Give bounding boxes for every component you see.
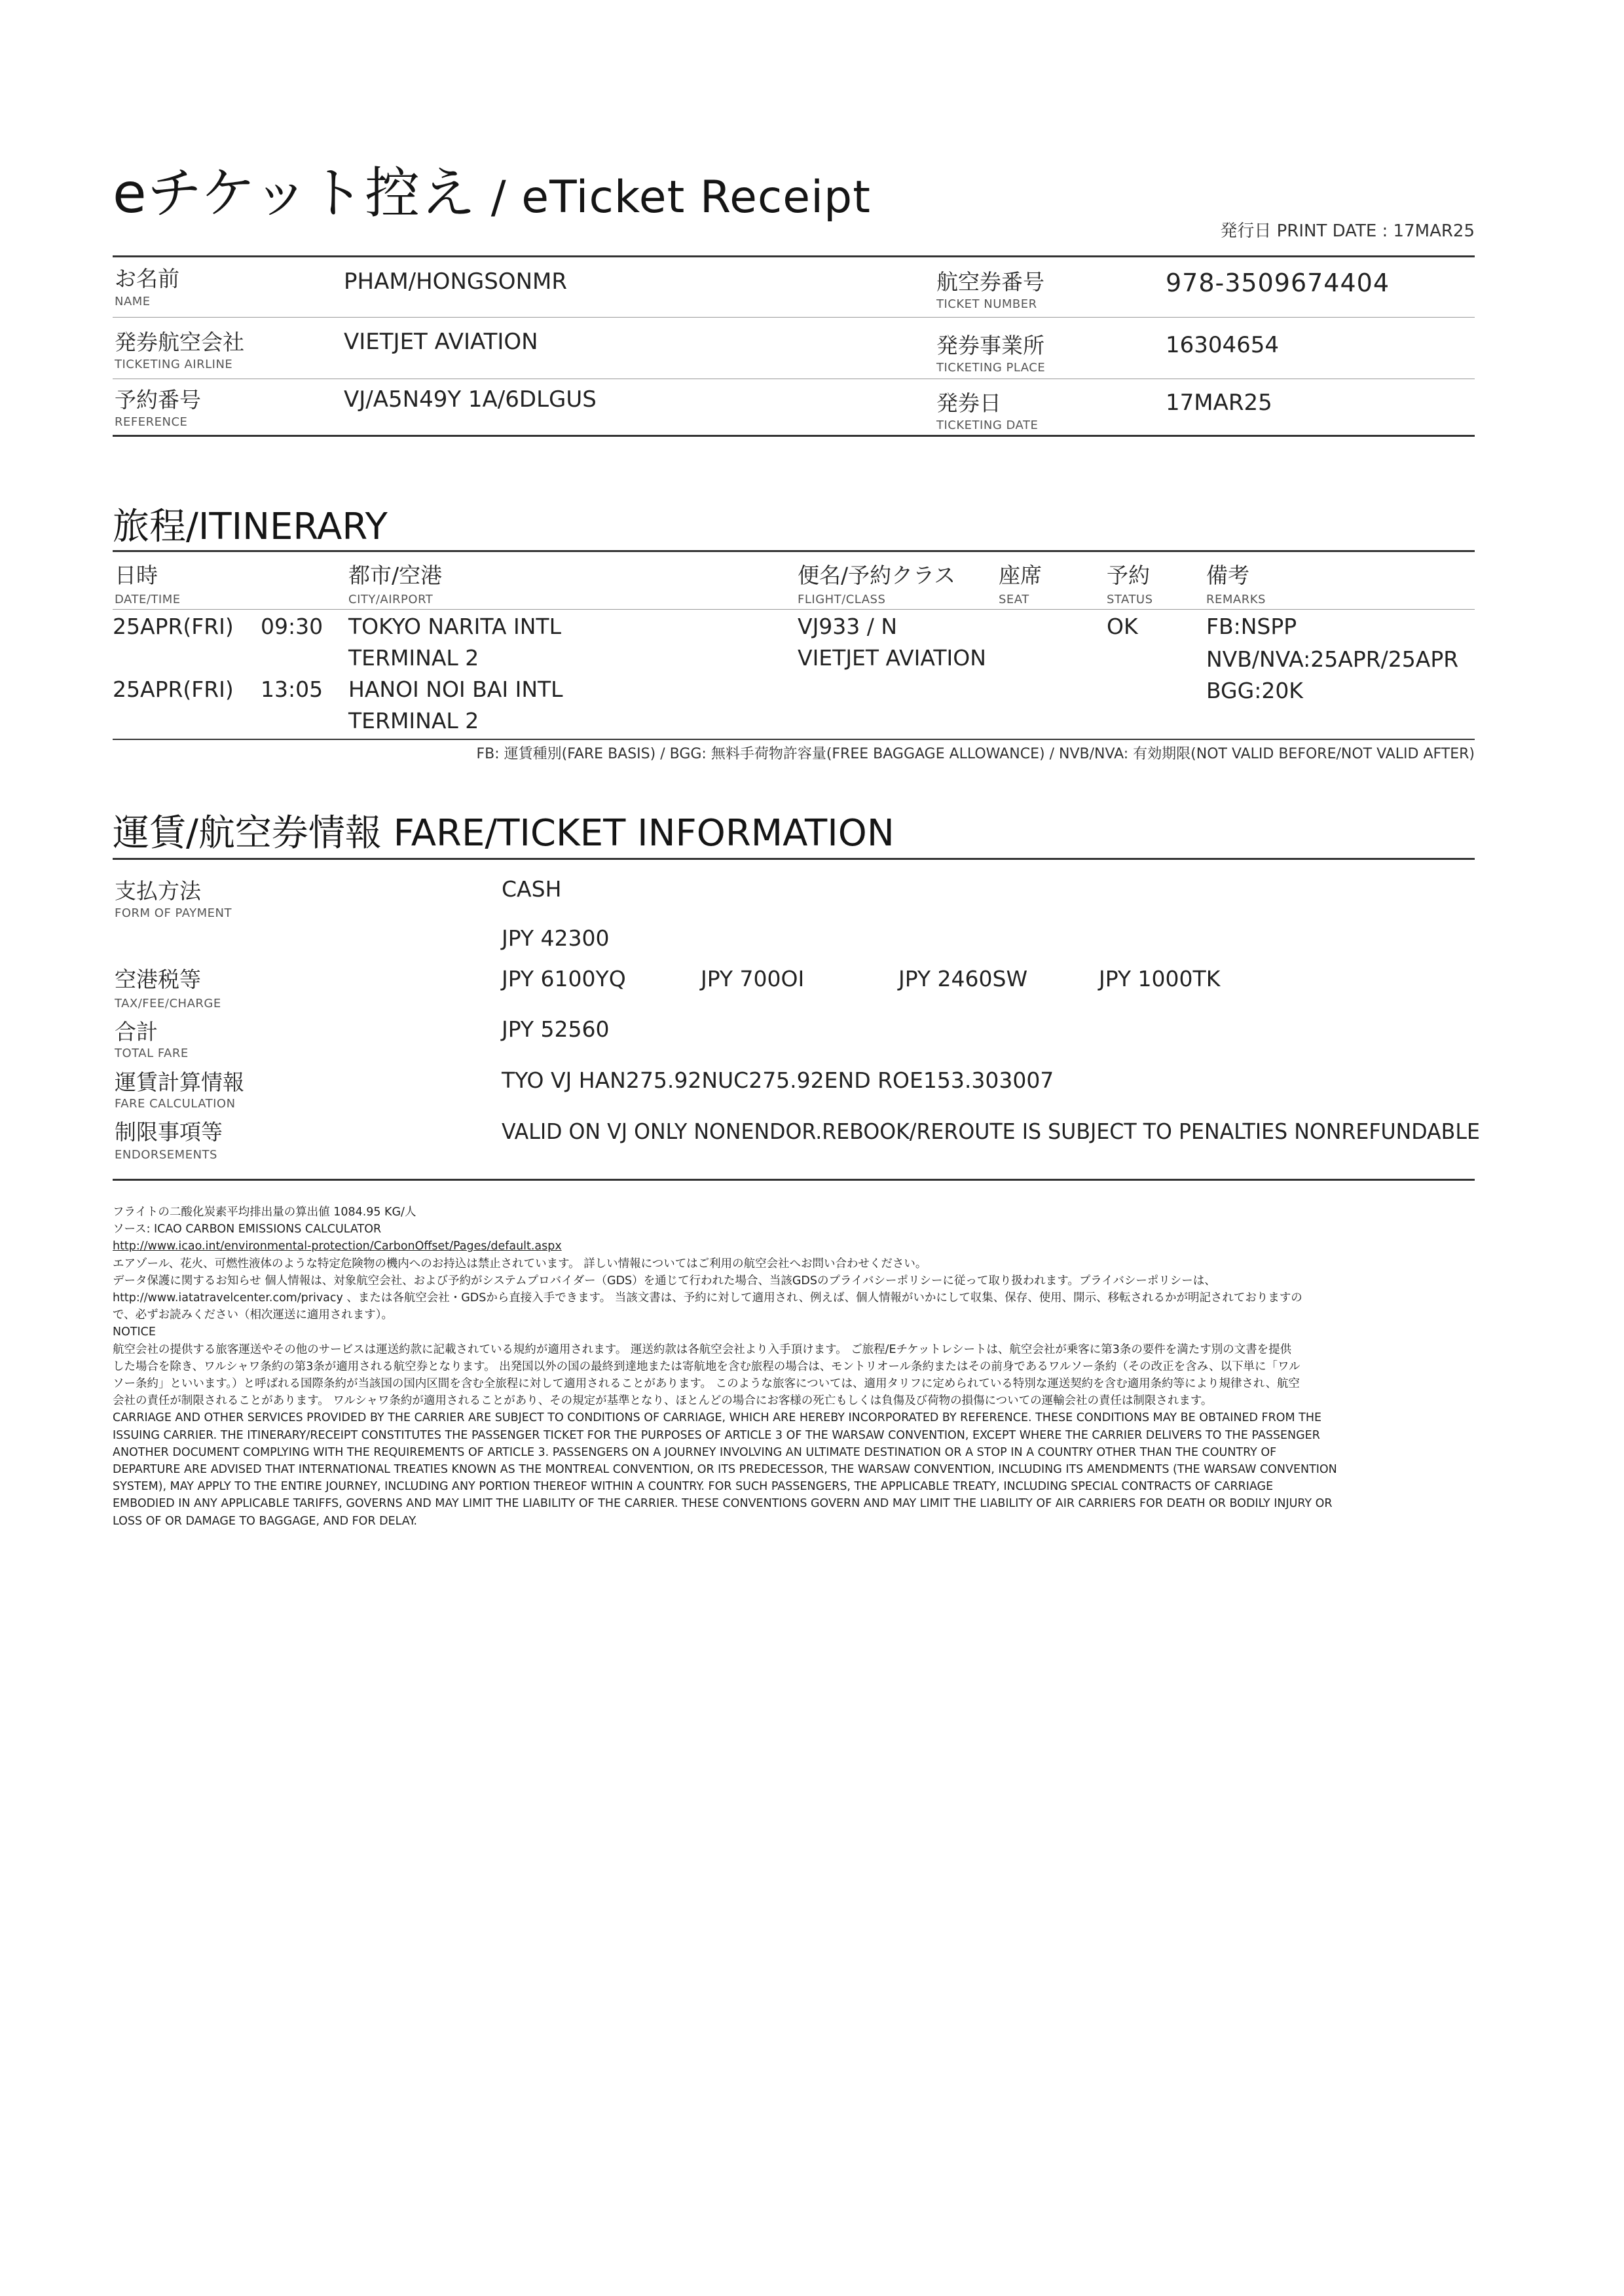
note-line: DEPARTURE ARE ADVISED THAT INTERNATIONAL TREATIES KNOWN AS THE MONTREAL CONVENTION, OR ITS PREDECESSOR, THE WARSAW CONVENTION, INCLUDING ITS AMENDMENTS (THE WARSAW CONVENTION xyxy=(113,1463,1337,1477)
col-flight-en: FLIGHT/CLASS xyxy=(798,593,886,606)
fare-calc-label-jp: 運賃計算情報 xyxy=(115,1069,244,1095)
tax-label-en: TAX/FEE/CHARGE xyxy=(115,997,221,1010)
operating-carrier: VIETJET AVIATION xyxy=(798,645,986,671)
col-date-jp: 日時 xyxy=(115,563,158,588)
tax-yq: JPY 6100YQ xyxy=(502,966,626,991)
col-status-en: STATUS xyxy=(1107,593,1153,606)
ticketing-date-label-en: TICKETING DATE xyxy=(936,418,1039,432)
booking-reference: VJ/A5N49Y 1A/6DLGUS xyxy=(344,386,597,413)
payment-label-en: FORM OF PAYMENT xyxy=(115,906,232,920)
carbon-offset-link[interactable]: http://www.icao.int/environmental-protection/CarbonOffset/Pages/default.aspx xyxy=(113,1240,562,1253)
payment-method: CASH xyxy=(502,876,562,902)
endorsements-label-jp: 制限事項等 xyxy=(115,1119,223,1145)
title-separator: / xyxy=(476,172,522,223)
col-flight-jp: 便名/予約クラス xyxy=(798,563,956,588)
title-jp: eチケット控え xyxy=(113,161,477,225)
flight-class: VJ933 / N xyxy=(798,614,898,639)
col-remarks-jp: 備考 xyxy=(1206,563,1249,588)
header-top-rule xyxy=(113,255,1475,257)
tax-label-jp: 空港税等 xyxy=(115,967,201,992)
remark-fare-basis: FB:NSPP xyxy=(1206,614,1297,639)
notice-heading: NOTICE xyxy=(113,1325,156,1339)
col-remarks-en: REMARKS xyxy=(1206,593,1266,606)
reference-label-en: REFERENCE xyxy=(115,415,188,429)
arrival-date: 25APR(FRI) xyxy=(113,676,234,702)
ticketing-place-label-jp: 発券事業所 xyxy=(936,333,1044,358)
remark-validity: NVB/NVA:25APR/25APR xyxy=(1206,646,1459,672)
fare-bottom-rule xyxy=(113,1179,1475,1181)
legal-notice xyxy=(113,1204,1481,1530)
note-line: SYSTEM), MAY APPLY TO THE ENTIRE JOURNEY, INCLUDING ANY PORTION THEREOF WITHIN A COUNTRY. FOR SUCH PASSENGERS, THE APPLICABLE TREATY, INCLUDING SPECIAL CONTRACTS OF CARRIAGE xyxy=(113,1480,1274,1494)
note-line: EMBODIED IN ANY APPLICABLE TARIFFS, GOVERNS AND MAY LIMIT THE LIABILITY OF THE CARRIER. THESE CONVENTIONS GOVERN AND MAY LIMIT THE LIABILITY OF AIR CARRIERS FOR DEATH OR BODILY INJURY OR xyxy=(113,1497,1333,1511)
fare-calculation: TYO VJ HAN275.92NUC275.92END ROE153.303007 xyxy=(502,1067,1054,1093)
departure-time: 09:30 xyxy=(261,614,323,639)
ticketing-airline: VIETJET AVIATION xyxy=(344,329,538,355)
col-date-en: DATE/TIME xyxy=(115,593,181,606)
ticket-number-label-en: TICKET NUMBER xyxy=(936,297,1037,311)
col-status-jp: 予約 xyxy=(1107,563,1150,588)
note-line: データ保護に関するお知らせ 個人情報は、対象航空会社、および予約がシステムプロバイダー（GDS）を通じて行われた場合、当該GDSのプライバシーポリシーに従って取り扱われます。プライバシーポリシーは、 xyxy=(113,1274,1216,1287)
fare-calc-label-en: FARE CALCULATION xyxy=(115,1097,236,1111)
note-line: ソース: ICAO CARBON EMISSIONS CALCULATOR xyxy=(113,1223,382,1236)
departure-date: 25APR(FRI) xyxy=(113,614,234,639)
fare-top-rule xyxy=(113,858,1475,860)
itinerary-header-divider xyxy=(113,609,1475,610)
itinerary-bottom-rule xyxy=(113,739,1475,740)
note-line: CARRIAGE AND OTHER SERVICES PROVIDED BY THE CARRIER ARE SUBJECT TO CONDITIONS OF CARRIAGE, WHICH ARE HEREBY INCORPORATED BY REFERENCE. THESE CONDITIONS MAY BE OBTAINED FROM THE xyxy=(113,1411,1322,1425)
base-fare: JPY 42300 xyxy=(502,925,610,951)
ticket-number-label-jp: 航空券番号 xyxy=(936,269,1044,295)
booking-status: OK xyxy=(1107,614,1138,639)
print-date: 発行日 PRINT DATE : 17MAR25 xyxy=(1220,221,1475,241)
name-label-en: NAME xyxy=(115,295,151,308)
total-label-jp: 合計 xyxy=(115,1019,158,1045)
note-line: LOSS OF OR DAMAGE TO BAGGAGE, AND FOR DELAY. xyxy=(113,1514,418,1528)
tax-oi: JPY 700OI xyxy=(701,966,805,991)
tax-sw: JPY 2460SW xyxy=(898,966,1028,991)
arrival-terminal: TERMINAL 2 xyxy=(348,708,479,733)
ticketing-date-label-jp: 発券日 xyxy=(936,390,1001,416)
reference-label-jp: 予約番号 xyxy=(115,387,201,413)
tax-tk: JPY 1000TK xyxy=(1099,966,1221,991)
note-line: ANOTHER DOCUMENT COMPLYING WITH THE REQUIREMENTS OF ARTICLE 3. PASSENGERS ON A JOURNEY INVOLVING AN ULTIMATE DESTINATION OR A STOP IN A COUNTRY OTHER THAN THE COUNTRY OF xyxy=(113,1445,1277,1459)
col-city-en: CITY/AIRPORT xyxy=(348,593,434,606)
note-line: ソー条約」といいます。）と呼ばれる国際条約が当該国の国内区間を含む全旅程に対して適用されることがあります。 このような旅客については、適用タリフに定められている特別な運送契約を含む適用条約等により規律され、航空 xyxy=(113,1377,1300,1391)
payment-label-jp: 支払方法 xyxy=(115,878,201,904)
col-seat-en: SEAT xyxy=(999,593,1029,606)
departure-terminal: TERMINAL 2 xyxy=(348,645,479,671)
note-line: で、必ずお読みください（相次運送に適用されます）。 xyxy=(113,1308,393,1322)
arrival-time: 13:05 xyxy=(261,676,323,702)
note-line: フライトの二酸化炭素平均排出量の算出値 1084.95 KG/人 xyxy=(113,1206,416,1219)
note-line: http://www.iatatravelcenter.com/privacy 、または各航空会社・GDSから直接入手できます。 当該文書は、予約に対して適用され、例えば、個人情報がいかにして収集、保存、使用、開示、移転されるかが明記されておりますの xyxy=(113,1291,1302,1305)
arrival-airport: HANOI NOI BAI INTL xyxy=(348,676,563,702)
remark-baggage: BGG:20K xyxy=(1206,678,1303,703)
col-seat-jp: 座席 xyxy=(999,563,1042,588)
note-line: エアゾール、花火、可燃性液体のような特定危険物の機内へのお持込は禁止されています。 詳しい情報についてはご利用の航空会社へお問い合わせください。 xyxy=(113,1257,927,1270)
name-label-jp: お名前 xyxy=(115,266,179,291)
note-line: ISSUING CARRIER. THE ITINERARY/RECEIPT CONSTITUTES THE PASSENGER TICKET FOR THE PURPOSES OF ARTICLE 3 OF THE WARSAW CONVENTION, EXCEPT WHERE THE CARRIER DELIVERS TO THE PASSENGER xyxy=(113,1428,1320,1442)
passenger-name: PHAM/HONGSONMR xyxy=(344,268,567,295)
ticketing-place-label-en: TICKETING PLACE xyxy=(936,361,1046,375)
itinerary-heading: 旅程/ITINERARY xyxy=(113,506,388,548)
note-line: 航空会社の提供する旅客運送やその他のサービスは運送約款に記載されている規約が適用されます。 運送約款は各航空会社より入手頂けます。 ご旅程/Eチケットレシートは、航空会社が乗客に第3条の要件を満たす別の文書を提供 xyxy=(113,1342,1292,1356)
itinerary-legend: FB: 運賃種別(FARE BASIS) / BGG: 無料手荷物許容量(FREE BAGGAGE ALLOWANCE) / NVB/NVA: 有効期限(NOT VALID BEFORE/NOT VALID AFTER) xyxy=(476,746,1475,762)
ticketing-airline-label-en: TICKETING AIRLINE xyxy=(115,358,233,371)
note-line: 会社の責任が制限されることがあります。 ワルシャワ条約が適用されることがあり、その規定が基準となり、ほとんどの場合にお客様の死亡もしくは負傷及び荷物の損傷についての運輸会社の責任は制限されます。 xyxy=(113,1394,1213,1408)
ticket-number: 978-3509674404 xyxy=(1166,268,1390,297)
departure-airport: TOKYO NARITA INTL xyxy=(348,614,561,639)
total-label-en: TOTAL FARE xyxy=(115,1046,189,1060)
header-bottom-rule xyxy=(113,435,1475,437)
total-fare: JPY 52560 xyxy=(502,1016,610,1042)
endorsements-label-en: ENDORSEMENTS xyxy=(115,1148,217,1162)
note-line: した場合を除き、ワルシャワ条約の第3条が適用される航空券となります。 出発国以外の国の最終到達地または寄航地を含む旅程の場合は、モントリオール条約またはその前身であるワルソー条約（その改正を含み、以下単に「ワル xyxy=(113,1360,1301,1373)
header-divider-1 xyxy=(113,317,1475,318)
col-city-jp: 都市/空港 xyxy=(348,563,443,588)
ticketing-place: 16304654 xyxy=(1166,332,1280,358)
endorsements: VALID ON VJ ONLY NONENDOR.REBOOK/REROUTE IS SUBJECT TO PENALTIES NONREFUNDABLE xyxy=(502,1119,1480,1144)
itinerary-top-rule xyxy=(113,550,1475,552)
title-en: eTicket Receipt xyxy=(521,172,871,223)
ticketing-date: 17MAR25 xyxy=(1166,390,1272,416)
ticketing-airline-label-jp: 発券航空会社 xyxy=(115,329,244,355)
fare-heading: 運賃/航空券情報 FARE/TICKET INFORMATION xyxy=(113,812,895,855)
page-title xyxy=(113,149,871,229)
